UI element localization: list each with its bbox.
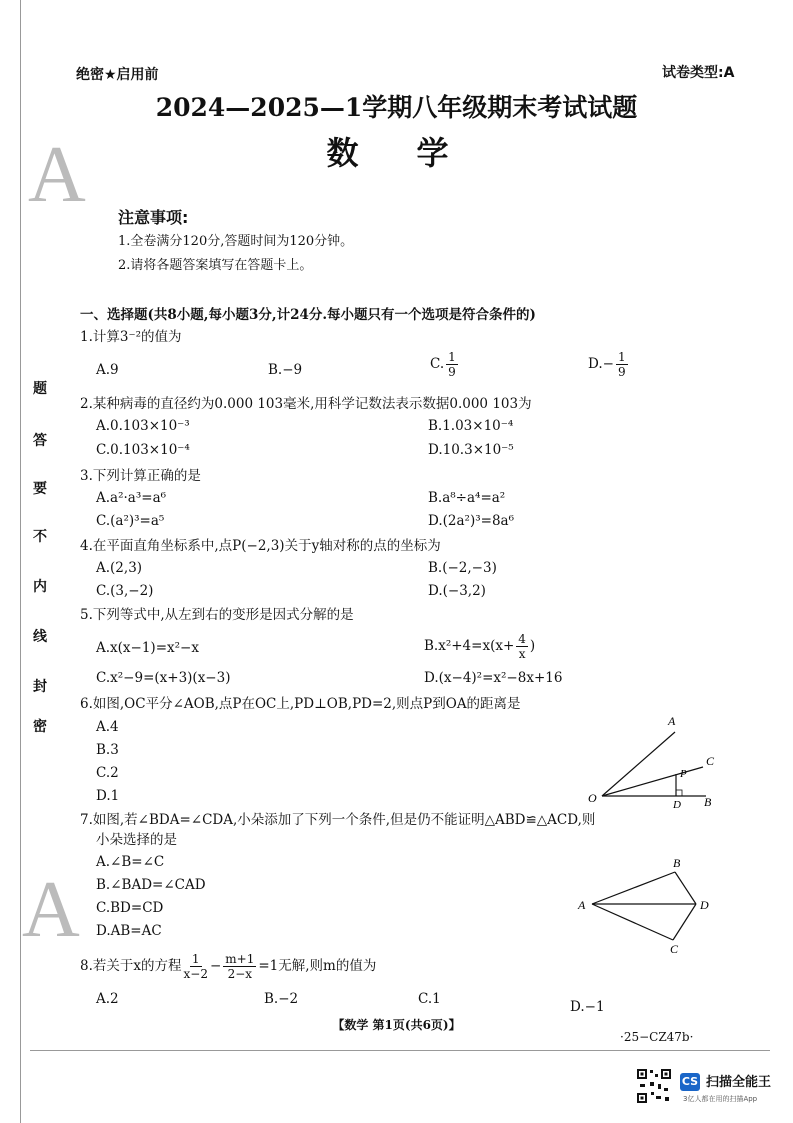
option-d: D.(2a²)³=8a⁶ xyxy=(428,513,514,529)
option-d: D.1 xyxy=(96,788,120,804)
question-stem: 4.在平面直角坐标系中,点P(−2,3)关于y轴对称的点的坐标为 xyxy=(80,538,441,554)
camscanner-logo: CS xyxy=(680,1073,700,1091)
point-label: C xyxy=(670,942,679,956)
paper-type-label: 试卷类型:A xyxy=(662,65,735,81)
point-label: P xyxy=(680,768,687,780)
seal-line-char: 答 xyxy=(33,433,47,449)
bottom-rule xyxy=(30,1050,770,1051)
point-label: B xyxy=(704,795,712,809)
seal-line-char: 线 xyxy=(33,629,47,645)
point-label: D xyxy=(673,799,681,810)
scanner-tagline: 3亿人都在用的扫描App xyxy=(683,1095,758,1103)
exam-title: 2024—2025—1学期八年级期末考试试题 xyxy=(155,93,638,122)
notes-heading: 注意事项: xyxy=(118,208,189,227)
point-label: A xyxy=(668,714,676,728)
page-footer: 【数学 第1页(共6页)】 xyxy=(332,1018,461,1032)
option-a: A.(2,3) xyxy=(96,560,143,576)
option-a: A.x(x−1)=x²−x xyxy=(96,640,199,656)
seal-line-char: 封 xyxy=(33,679,47,695)
option-d: D.− $\frac{1}{9}$ xyxy=(588,350,626,379)
point-label: O xyxy=(588,791,597,805)
seal-line-char: 题 xyxy=(33,381,47,397)
option-a: A.∠B=∠C xyxy=(96,854,165,870)
note-item: 1.全卷满分120分,答题时间为120分钟。 xyxy=(118,234,354,249)
option-b: B.x²+4=x(x+ $\frac{4}{x}$ ) xyxy=(424,632,536,661)
question-stem: 5.下列等式中,从左到右的变形是因式分解的是 xyxy=(80,607,354,623)
option-c: C.x²−9=(x+3)(x−3) xyxy=(96,670,231,686)
option-d: D.(−3,2) xyxy=(428,583,486,599)
qr-code-icon xyxy=(636,1068,672,1104)
option-c: C.(3,−2) xyxy=(96,583,154,599)
option-c: C.(a²)³=a⁵ xyxy=(96,513,165,529)
question-stem: 1.计算3⁻²的值为 xyxy=(80,329,182,345)
option-b: B.−2 xyxy=(264,991,299,1007)
question-stem: 8.若关于x的方程 $\frac{1}{x-2}$ − $\frac{m+1}{2-x}$ =1无解,则m的值为 xyxy=(80,952,377,981)
option-b: B.−9 xyxy=(268,362,303,378)
angle-bisector-figure xyxy=(580,710,730,810)
watermark-letter: A xyxy=(28,131,86,219)
option-a: A.9 xyxy=(96,362,119,378)
question-stem: 6.如图,OC平分∠AOB,点P在OC上,PD⊥OB,PD=2,则点P到OA的距离是 xyxy=(80,696,521,712)
seal-line-char: 密 xyxy=(33,719,47,735)
option-d: D.(x−4)²=x²−8x+16 xyxy=(424,670,563,686)
note-item: 2.请将各题答案填写在答题卡上。 xyxy=(118,258,313,273)
option-a: A.a²·a³=a⁶ xyxy=(96,490,167,506)
question-stem-cont: 小朵选择的是 xyxy=(96,832,177,848)
option-b: B.1.03×10⁻⁴ xyxy=(428,418,514,434)
point-label: D xyxy=(700,898,709,912)
seal-line-char: 内 xyxy=(33,579,47,595)
option-d: D.10.3×10⁻⁵ xyxy=(428,442,514,458)
point-label: A xyxy=(578,898,586,912)
question-stem: 7.如图,若∠BDA=∠CDA,小朵添加了下列一个条件,但是仍不能证明△ABD≌△ACD,则 xyxy=(80,812,596,828)
question-stem: 3.下列计算正确的是 xyxy=(80,468,201,484)
question-stem: 2.某种病毒的直径约为0.000 103毫米,用科学记数法表示数据0.000 103为 xyxy=(80,396,532,412)
option-c: C. $\frac{1}{9}$ xyxy=(430,350,456,379)
option-d: D.AB=AC xyxy=(96,923,162,939)
option-b: B.∠BAD=∠CAD xyxy=(96,877,206,893)
option-b: B.a⁸÷a⁴=a² xyxy=(428,490,506,506)
option-c: C.1 xyxy=(418,991,441,1007)
scanner-app-name: 扫描全能王 xyxy=(706,1075,772,1090)
seal-line-char: 要 xyxy=(33,481,47,497)
paper-code: ·25−CZ47b· xyxy=(620,1030,694,1044)
seal-line-char: 不 xyxy=(33,529,47,545)
option-b: B.3 xyxy=(96,742,119,758)
option-b: B.(−2,−3) xyxy=(428,560,497,576)
option-c: C.2 xyxy=(96,765,119,781)
option-a: A.0.103×10⁻³ xyxy=(96,418,190,434)
confidential-label: 绝密★启用前 xyxy=(76,67,159,83)
subject-title: 数学 xyxy=(326,134,507,172)
point-label: C xyxy=(706,754,715,768)
point-label: B xyxy=(673,856,681,870)
option-d: D.−1 xyxy=(570,999,605,1015)
option-a: A.4 xyxy=(96,719,119,735)
watermark-letter: A xyxy=(22,866,80,954)
congruent-triangles-figure xyxy=(570,852,720,956)
section-heading: 一、选择题(共8小题,每小题3分,计24分.每小题只有一个选项是符合条件的) xyxy=(80,307,536,323)
option-c: C.0.103×10⁻⁴ xyxy=(96,442,190,458)
option-a: A.2 xyxy=(96,991,119,1007)
option-c: C.BD=CD xyxy=(96,900,164,916)
